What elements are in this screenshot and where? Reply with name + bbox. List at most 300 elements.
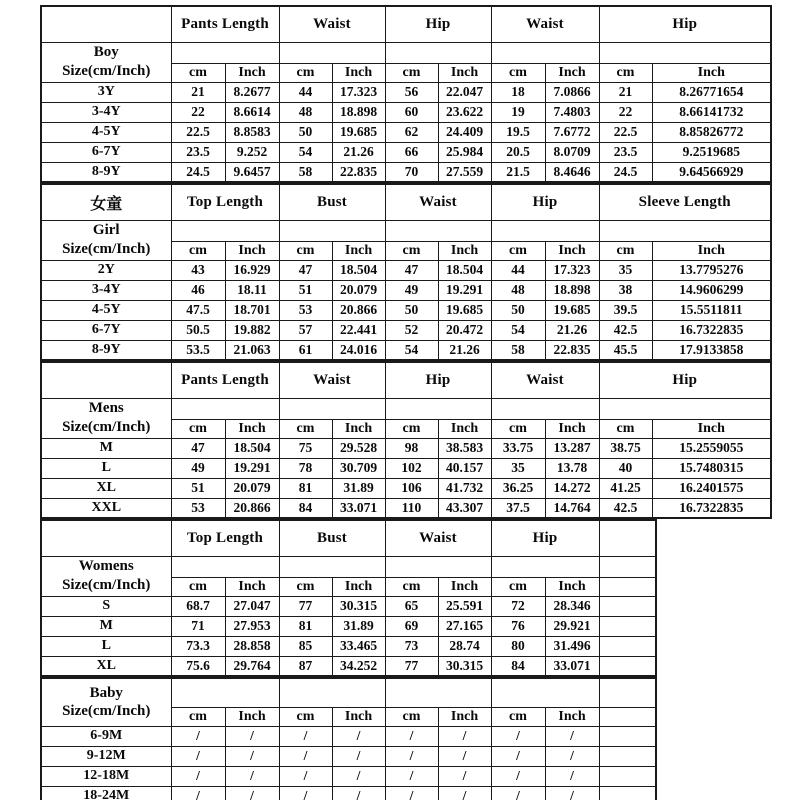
value-cell: 8.4646: [545, 162, 599, 182]
value-cell: 24.5: [599, 162, 652, 182]
section-label-line1: Girl: [92, 222, 120, 239]
empty-cell: [171, 398, 279, 419]
unit-header-cm: cm: [171, 63, 225, 82]
section-label-line1: Womens: [78, 558, 134, 575]
empty-cell: [599, 766, 656, 786]
value-cell: 13.287: [545, 438, 599, 458]
value-cell: 31.89: [332, 478, 385, 498]
value-cell: 50: [385, 300, 438, 320]
value-cell: 18.504: [332, 260, 385, 280]
size-chart-tables: [40, 5, 772, 800]
section-corner-label: [41, 520, 171, 556]
row-size-label: 4-5Y: [41, 122, 171, 142]
unit-header-cm: cm: [491, 63, 545, 82]
unit-header-cm: cm: [171, 577, 225, 596]
value-cell: /: [491, 726, 545, 746]
group-header-girl-4: Sleeve Length: [599, 184, 771, 220]
value-cell: 22.047: [438, 82, 491, 102]
section-size-label-womens: [41, 556, 171, 596]
table-row: [41, 458, 771, 478]
value-cell: 43.307: [438, 498, 491, 518]
section-label-line2: Size(cm/Inch): [62, 703, 151, 720]
value-cell: 8.85826772: [652, 122, 771, 142]
unit-header-cm: cm: [599, 241, 652, 260]
value-cell: 20.472: [438, 320, 491, 340]
unit-header-cm: cm: [171, 707, 225, 726]
group-header-mens-0: Pants Length: [171, 362, 279, 398]
unit-header-inch: Inch: [332, 63, 385, 82]
value-cell: 54: [385, 340, 438, 360]
unit-header-inch: Inch: [332, 577, 385, 596]
value-cell: 28.346: [545, 596, 599, 616]
row-size-label: 6-9M: [41, 726, 171, 746]
value-cell: 44: [491, 260, 545, 280]
value-cell: 110: [385, 498, 438, 518]
unit-header-inch: Inch: [652, 419, 771, 438]
group-header-mens-2: Hip: [385, 362, 491, 398]
empty-cell: [171, 42, 279, 63]
value-cell: 22: [171, 102, 225, 122]
value-cell: 58: [279, 162, 332, 182]
table-row: [41, 142, 771, 162]
value-cell: 66: [385, 142, 438, 162]
value-cell: 69: [385, 616, 438, 636]
unit-header-inch: Inch: [545, 577, 599, 596]
row-size-label: 2Y: [41, 260, 171, 280]
empty-cell: [599, 678, 656, 707]
table-row: [41, 162, 771, 182]
table-row: [41, 766, 656, 786]
value-cell: 19: [491, 102, 545, 122]
table-row: [41, 320, 771, 340]
value-cell: 20.5: [491, 142, 545, 162]
group-header-girl-1: Bust: [279, 184, 385, 220]
row-size-label: XXL: [41, 498, 171, 518]
unit-header-cm: cm: [279, 241, 332, 260]
value-cell: 77: [385, 656, 438, 676]
row-size-label: 3-4Y: [41, 280, 171, 300]
value-cell: 23.5: [599, 142, 652, 162]
value-cell: 7.4803: [545, 102, 599, 122]
value-cell: 21.26: [332, 142, 385, 162]
value-cell: 41.732: [438, 478, 491, 498]
value-cell: 62: [385, 122, 438, 142]
empty-cell: [171, 220, 279, 241]
empty-cell: [491, 678, 599, 707]
unit-header-cm: cm: [385, 63, 438, 82]
empty-cell: [599, 786, 656, 800]
value-cell: 85: [279, 636, 332, 656]
value-cell: /: [438, 786, 491, 800]
value-cell: 33.465: [332, 636, 385, 656]
unit-header-cm: cm: [279, 63, 332, 82]
value-cell: 18.504: [438, 260, 491, 280]
table-row: [41, 636, 656, 656]
row-size-label: 12-18M: [41, 766, 171, 786]
value-cell: 61: [279, 340, 332, 360]
value-cell: 16.929: [225, 260, 279, 280]
value-cell: 78: [279, 458, 332, 478]
value-cell: 8.66141732: [652, 102, 771, 122]
group-header-womens-0: Top Length: [171, 520, 279, 556]
value-cell: 9.6457: [225, 162, 279, 182]
value-cell: 9.64566929: [652, 162, 771, 182]
value-cell: 29.528: [332, 438, 385, 458]
unit-header-inch: Inch: [225, 241, 279, 260]
section-size-label-boy: [41, 42, 171, 82]
value-cell: 60: [385, 102, 438, 122]
value-cell: 81: [279, 616, 332, 636]
value-cell: 22.835: [545, 340, 599, 360]
value-cell: 87: [279, 656, 332, 676]
value-cell: /: [438, 746, 491, 766]
group-header-boy-3: Waist: [491, 6, 599, 42]
group-header-girl-2: Waist: [385, 184, 491, 220]
value-cell: 14.272: [545, 478, 599, 498]
value-cell: 51: [279, 280, 332, 300]
table-row: [41, 82, 771, 102]
value-cell: 75: [279, 438, 332, 458]
value-cell: 43: [171, 260, 225, 280]
value-cell: 8.26771654: [652, 82, 771, 102]
unit-header-cm: cm: [385, 241, 438, 260]
row-size-label: 18-24M: [41, 786, 171, 800]
value-cell: 73.3: [171, 636, 225, 656]
value-cell: 75.6: [171, 656, 225, 676]
value-cell: 45.5: [599, 340, 652, 360]
value-cell: 81: [279, 478, 332, 498]
unit-header-inch: Inch: [652, 63, 771, 82]
table-row: [41, 438, 771, 458]
empty-cell: [385, 220, 491, 241]
value-cell: /: [332, 726, 385, 746]
value-cell: 41.25: [599, 478, 652, 498]
row-size-label: XL: [41, 478, 171, 498]
value-cell: 50: [279, 122, 332, 142]
value-cell: /: [225, 786, 279, 800]
value-cell: 13.78: [545, 458, 599, 478]
value-cell: 50: [491, 300, 545, 320]
value-cell: /: [545, 726, 599, 746]
row-size-label: L: [41, 458, 171, 478]
value-cell: 80: [491, 636, 545, 656]
row-size-label: M: [41, 616, 171, 636]
value-cell: 15.5511811: [652, 300, 771, 320]
value-cell: 35: [491, 458, 545, 478]
group-header-mens-1: Waist: [279, 362, 385, 398]
value-cell: 22.441: [332, 320, 385, 340]
value-cell: 22.5: [599, 122, 652, 142]
group-header-girl-0: Top Length: [171, 184, 279, 220]
unit-header-inch: Inch: [225, 419, 279, 438]
section-label-line1: Mens: [88, 400, 124, 417]
value-cell: 21.063: [225, 340, 279, 360]
value-cell: 40.157: [438, 458, 491, 478]
value-cell: 19.291: [225, 458, 279, 478]
value-cell: 23.622: [438, 102, 491, 122]
value-cell: 57: [279, 320, 332, 340]
table-row: [41, 556, 656, 577]
value-cell: 49: [385, 280, 438, 300]
table-row: [41, 300, 771, 320]
empty-cell: [491, 556, 599, 577]
value-cell: 22: [599, 102, 652, 122]
value-cell: 14.9606299: [652, 280, 771, 300]
section-corner-label: [41, 6, 171, 42]
table-row: [41, 260, 771, 280]
section-label-line2: Size(cm/Inch): [62, 241, 151, 257]
row-size-label: XL: [41, 656, 171, 676]
unit-header-cm: cm: [599, 419, 652, 438]
section-size-label-girl: [41, 220, 171, 260]
value-cell: 15.2559055: [652, 438, 771, 458]
value-cell: /: [279, 746, 332, 766]
group-header-womens-3: Hip: [491, 520, 599, 556]
empty-cell: [599, 220, 771, 241]
group-header-boy-1: Waist: [279, 6, 385, 42]
value-cell: 14.764: [545, 498, 599, 518]
table-row: [41, 362, 771, 398]
value-cell: /: [385, 726, 438, 746]
section-size-label-mens: [41, 398, 171, 438]
section-corner-label: 女童: [41, 184, 171, 220]
value-cell: /: [332, 766, 385, 786]
table-row: [41, 596, 656, 616]
value-cell: /: [279, 766, 332, 786]
table-row: [41, 340, 771, 360]
value-cell: 22.5: [171, 122, 225, 142]
value-cell: 50.5: [171, 320, 225, 340]
value-cell: 84: [279, 498, 332, 518]
empty-cell: [279, 220, 385, 241]
value-cell: /: [279, 786, 332, 800]
row-size-label: 3Y: [41, 82, 171, 102]
section-label-line2: Size(cm/Inch): [62, 419, 151, 435]
size-chart-section-girl: [40, 183, 772, 361]
value-cell: 20.866: [332, 300, 385, 320]
table-row: [41, 122, 771, 142]
value-cell: 71: [171, 616, 225, 636]
group-header-womens-1: Bust: [279, 520, 385, 556]
unit-header-inch: Inch: [438, 63, 491, 82]
value-cell: 19.882: [225, 320, 279, 340]
value-cell: /: [438, 766, 491, 786]
value-cell: 8.6614: [225, 102, 279, 122]
group-header-mens-4: Hip: [599, 362, 771, 398]
value-cell: 30.315: [438, 656, 491, 676]
value-cell: /: [438, 726, 491, 746]
table-row: [41, 616, 656, 636]
unit-header-inch: Inch: [652, 241, 771, 260]
unit-header-inch: Inch: [225, 63, 279, 82]
value-cell: 48: [279, 102, 332, 122]
unit-header-inch: Inch: [438, 577, 491, 596]
row-size-label: L: [41, 636, 171, 656]
value-cell: 17.323: [545, 260, 599, 280]
value-cell: 58: [491, 340, 545, 360]
value-cell: 47: [171, 438, 225, 458]
value-cell: /: [279, 726, 332, 746]
table-row: [41, 520, 656, 556]
value-cell: 19.685: [332, 122, 385, 142]
value-cell: 30.709: [332, 458, 385, 478]
empty-cell: [385, 42, 491, 63]
row-size-label: 6-7Y: [41, 142, 171, 162]
table-row: [41, 184, 771, 220]
value-cell: 8.2677: [225, 82, 279, 102]
value-cell: 20.079: [225, 478, 279, 498]
value-cell: 73: [385, 636, 438, 656]
value-cell: 19.5: [491, 122, 545, 142]
row-size-label: 8-9Y: [41, 162, 171, 182]
empty-cell: [599, 42, 771, 63]
unit-header-cm: cm: [279, 577, 332, 596]
value-cell: /: [545, 766, 599, 786]
value-cell: /: [225, 726, 279, 746]
value-cell: 21: [599, 82, 652, 102]
value-cell: 28.74: [438, 636, 491, 656]
empty-cell: [599, 398, 771, 419]
value-cell: /: [225, 766, 279, 786]
value-cell: 53: [279, 300, 332, 320]
empty-cell: [279, 42, 385, 63]
unit-header-inch: Inch: [332, 241, 385, 260]
value-cell: 21.26: [545, 320, 599, 340]
value-cell: /: [385, 786, 438, 800]
value-cell: 8.0709: [545, 142, 599, 162]
value-cell: 53: [171, 498, 225, 518]
empty-cell: [599, 556, 656, 577]
value-cell: 38.75: [599, 438, 652, 458]
value-cell: /: [171, 786, 225, 800]
value-cell: 9.252: [225, 142, 279, 162]
value-cell: 18.504: [225, 438, 279, 458]
value-cell: 56: [385, 82, 438, 102]
empty-cell: [599, 596, 656, 616]
table-row: [41, 656, 656, 676]
empty-cell: [599, 577, 656, 596]
empty-cell: [385, 398, 491, 419]
group-header-girl-3: Hip: [491, 184, 599, 220]
empty-cell: [279, 398, 385, 419]
empty-cell: [385, 556, 491, 577]
value-cell: 18.701: [225, 300, 279, 320]
empty-cell: [279, 678, 385, 707]
value-cell: 40: [599, 458, 652, 478]
empty-cell: [599, 636, 656, 656]
value-cell: 27.559: [438, 162, 491, 182]
value-cell: 21.5: [491, 162, 545, 182]
value-cell: 8.8583: [225, 122, 279, 142]
value-cell: 24.5: [171, 162, 225, 182]
unit-header-inch: Inch: [438, 419, 491, 438]
value-cell: 29.764: [225, 656, 279, 676]
table-row: [41, 478, 771, 498]
value-cell: 54: [491, 320, 545, 340]
value-cell: 77: [279, 596, 332, 616]
value-cell: 16.7322835: [652, 498, 771, 518]
value-cell: 33.071: [332, 498, 385, 518]
value-cell: 20.866: [225, 498, 279, 518]
table-row: [41, 726, 656, 746]
value-cell: 33.071: [545, 656, 599, 676]
empty-cell: [491, 398, 599, 419]
value-cell: 102: [385, 458, 438, 478]
value-cell: 98: [385, 438, 438, 458]
value-cell: 19.685: [545, 300, 599, 320]
value-cell: 29.921: [545, 616, 599, 636]
value-cell: 15.7480315: [652, 458, 771, 478]
value-cell: 65: [385, 596, 438, 616]
value-cell: /: [332, 786, 385, 800]
unit-header-inch: Inch: [332, 419, 385, 438]
row-size-label: 8-9Y: [41, 340, 171, 360]
table-row: [41, 42, 771, 63]
value-cell: 23.5: [171, 142, 225, 162]
value-cell: 18: [491, 82, 545, 102]
table-row: [41, 280, 771, 300]
section-size-label-baby: [41, 678, 171, 726]
value-cell: 39.5: [599, 300, 652, 320]
value-cell: 25.984: [438, 142, 491, 162]
row-size-label: 4-5Y: [41, 300, 171, 320]
value-cell: 31.496: [545, 636, 599, 656]
unit-header-inch: Inch: [438, 241, 491, 260]
section-label-line1: Baby: [89, 684, 123, 701]
value-cell: /: [545, 746, 599, 766]
unit-header-cm: cm: [385, 419, 438, 438]
value-cell: 44: [279, 82, 332, 102]
empty-cell: [171, 678, 279, 707]
value-cell: /: [171, 746, 225, 766]
section-corner-label: [41, 362, 171, 398]
value-cell: 68.7: [171, 596, 225, 616]
value-cell: 48: [491, 280, 545, 300]
size-chart-section-womens: [40, 519, 657, 677]
value-cell: 38: [599, 280, 652, 300]
group-header-mens-3: Waist: [491, 362, 599, 398]
value-cell: 24.016: [332, 340, 385, 360]
value-cell: 27.165: [438, 616, 491, 636]
empty-cell: [171, 556, 279, 577]
value-cell: 34.252: [332, 656, 385, 676]
value-cell: 53.5: [171, 340, 225, 360]
value-cell: 27.047: [225, 596, 279, 616]
unit-header-cm: cm: [279, 707, 332, 726]
unit-header-cm: cm: [385, 707, 438, 726]
value-cell: 37.5: [491, 498, 545, 518]
row-size-label: 6-7Y: [41, 320, 171, 340]
value-cell: /: [491, 786, 545, 800]
group-header-womens-2: Waist: [385, 520, 491, 556]
value-cell: /: [332, 746, 385, 766]
value-cell: 17.9133858: [652, 340, 771, 360]
unit-header-cm: cm: [491, 707, 545, 726]
empty-cell: [491, 42, 599, 63]
value-cell: 42.5: [599, 498, 652, 518]
size-chart-section-baby: [40, 677, 657, 800]
unit-header-cm: cm: [491, 241, 545, 260]
value-cell: 21.26: [438, 340, 491, 360]
value-cell: 38.583: [438, 438, 491, 458]
value-cell: 30.315: [332, 596, 385, 616]
empty-cell: [385, 678, 491, 707]
unit-header-inch: Inch: [332, 707, 385, 726]
unit-header-cm: cm: [599, 63, 652, 82]
value-cell: /: [225, 746, 279, 766]
empty-cell: [599, 746, 656, 766]
value-cell: 7.0866: [545, 82, 599, 102]
